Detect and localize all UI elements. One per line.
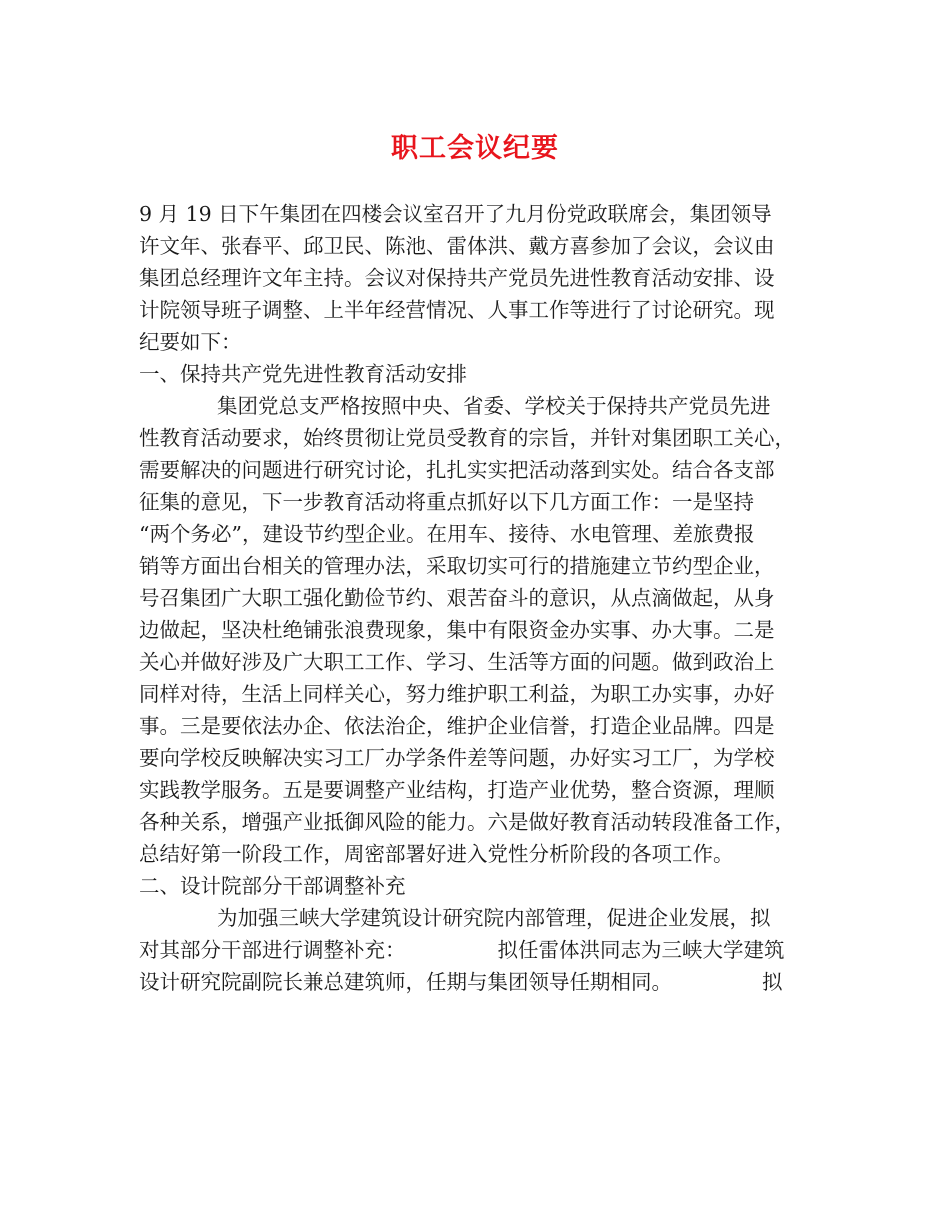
paragraph-line: 销等方面出台相关的管理办法，采取切实可行的措施建立节约型企业，	[139, 554, 775, 578]
line-text: 设计研究院副院长兼总建筑师，任期与集团领导任期相同。	[139, 970, 672, 994]
paragraph-line: 同样对待，生活上同样关心，努力维护职工利益，为职工办实事，办好	[139, 682, 775, 706]
section-heading-1: 一、保持共产党先进性教育活动安排	[139, 362, 467, 386]
paragraph-line: 号召集团广大职工强化勤俭节约、艰苦奋斗的意识，从点滴做起，从身	[139, 586, 775, 610]
document-body	[139, 198, 819, 998]
paragraph-line	[139, 966, 819, 998]
paragraph-line: 许文年、张春平、邱卫民、陈池、雷体洪、戴方喜参加了会议，会议由	[139, 234, 775, 258]
paragraph-line: 要向学校反映解决实习工厂办学条件差等问题，办好实习工厂，为学校	[139, 746, 775, 770]
paragraph-line	[139, 934, 819, 966]
paragraph-line: 关心并做好涉及广大职工工作、学习、生活等方面的问题。做到政治上	[139, 650, 775, 674]
paragraph-line: 集团总经理许文年主持。会议对保持共产党员先进性教育活动安排、设	[139, 266, 775, 290]
paragraph-line: “两个务必”，建设节约型企业。在用车、接待、水电管理、差旅费报	[139, 522, 755, 546]
paragraph-line: 实践教学服务。五是要调整产业结构，打造产业优势，整合资源，理顺	[139, 778, 775, 802]
paragraph-line: 纪要如下：	[139, 330, 242, 354]
paragraph-line: 事。三是要依法办企、依法治企，维护企业信誉，打造企业品牌。四是	[139, 714, 775, 738]
line-text: 对其部分干部进行调整补充：	[139, 938, 406, 962]
paragraph-line-indented	[139, 902, 819, 934]
document-title: 职工会议纪要	[391, 133, 559, 164]
paragraph-line: 边做起，坚决杜绝铺张浪费现象，集中有限资金办实事、办大事。二是	[139, 618, 775, 642]
paragraph-line: 需要解决的问题进行研究讨论，扎扎实实把活动落到实处。结合各支部	[139, 458, 775, 482]
paragraph-line: 各种关系，增强产业抵御风险的能力。六是做好教育活动转段准备工作，	[139, 810, 795, 834]
line-text: 拟	[762, 970, 783, 994]
line-text: 拟任雷体洪同志为三峡大学建筑	[497, 938, 785, 962]
paragraph-line: 征集的意见，下一步教育活动将重点抓好以下几方面工作：一是坚持	[139, 490, 754, 514]
paragraph-line: 性教育活动要求，始终贯彻让党员受教育的宗旨，并针对集团职工关心，	[139, 426, 795, 450]
paragraph-line: 9 月 19 日下午集团在四楼会议室召开了九月份党政联席会，集团领导	[139, 202, 772, 226]
paragraph-line-indented	[139, 390, 819, 422]
paragraph-line: 总结好第一阶段工作，周密部署好进入党性分析阶段的各项工作。	[139, 842, 734, 866]
section-heading-2: 二、设计院部分干部调整补充	[139, 874, 406, 898]
line-text: 集团党总支严格按照中央、省委、学校关于保持共产党员先进	[217, 394, 771, 418]
line-text: 为加强三峡大学建筑设计研究院内部管理，促进企业发展，拟	[217, 906, 771, 930]
paragraph-line: 计院领导班子调整、上半年经营情况、人事工作等进行了讨论研究。现	[139, 298, 775, 322]
